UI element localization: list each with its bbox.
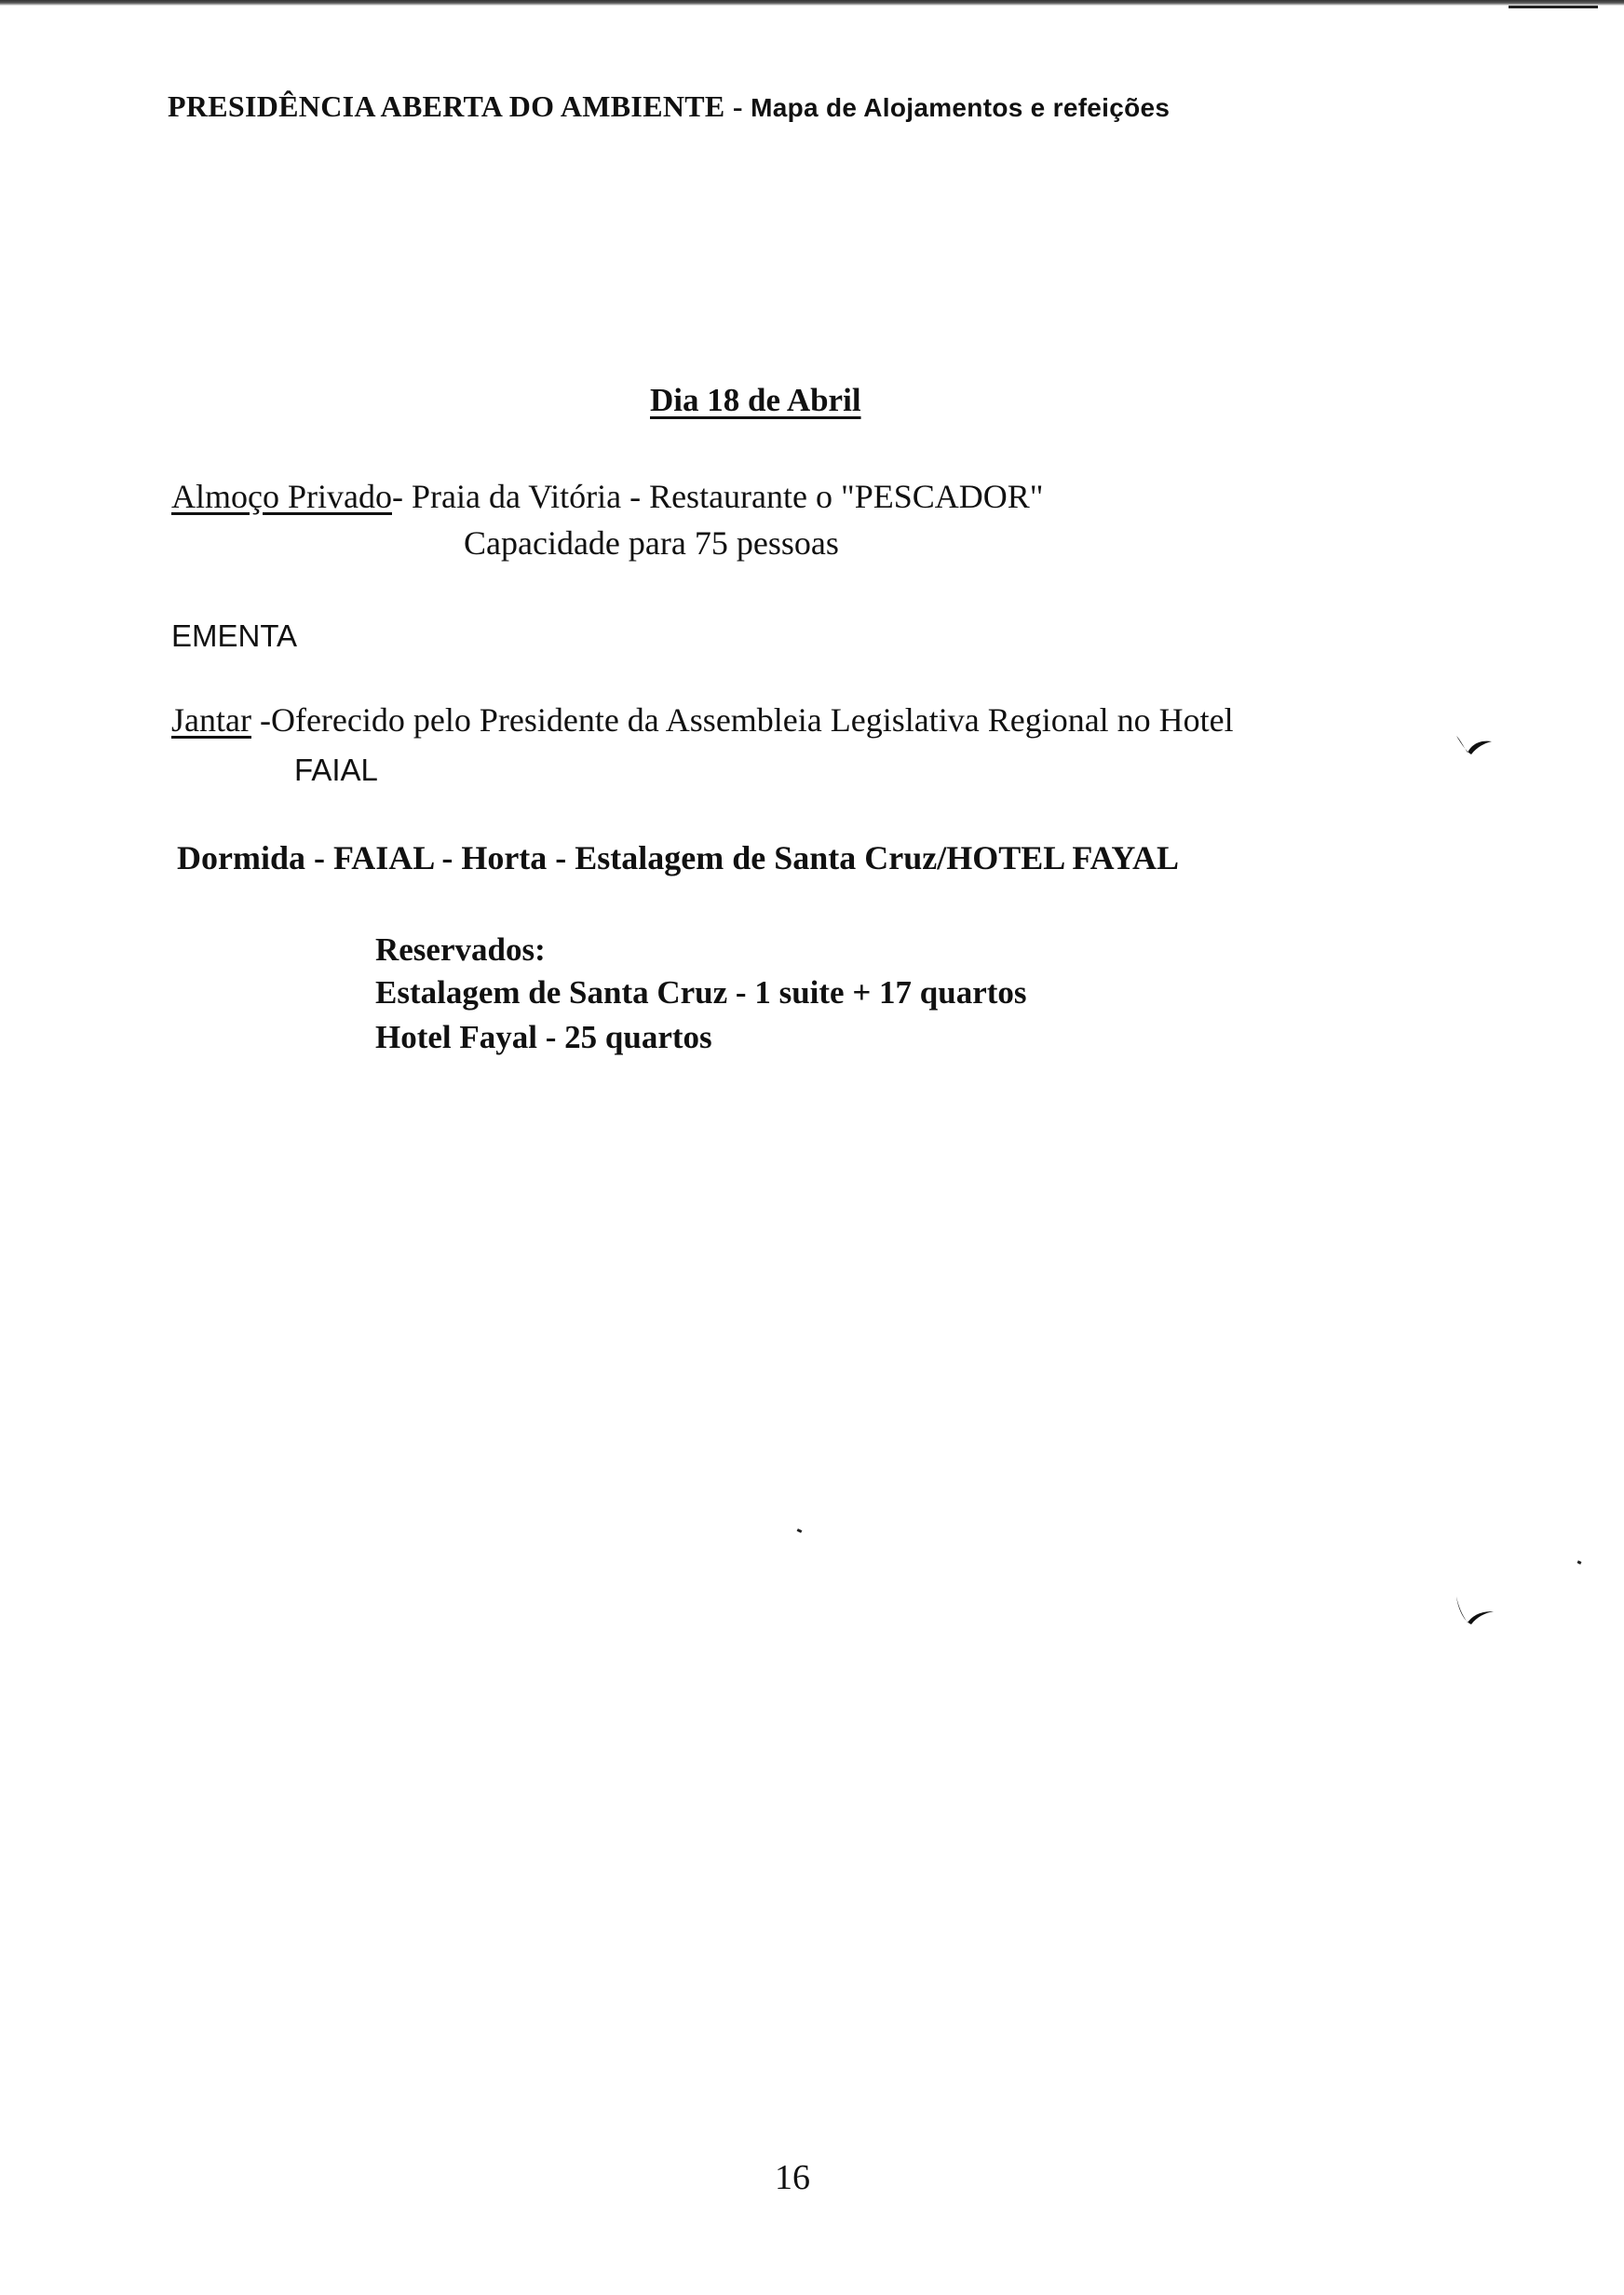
reservation-item: Estalagem de Santa Cruz - 1 suite + 17 quartos [375, 974, 1027, 1011]
scan-edge-mark [1509, 6, 1598, 8]
page-header [168, 89, 1170, 124]
menu-label: EMENTA [171, 618, 298, 653]
lunch-line [171, 477, 1043, 516]
reserved-label: Reservados: [375, 931, 546, 968]
dinner-line [171, 700, 1234, 740]
check-mark-icon [1455, 730, 1495, 758]
page-number: 16 [775, 2158, 810, 2197]
scan-speck [1577, 1560, 1582, 1564]
lunch-text: - Praia da Vitória - Restaurante o "PESCADOR" [391, 478, 1044, 515]
check-mark-icon [1453, 1595, 1497, 1626]
lunch-capacity: Capacidade para 75 pessoas [464, 524, 839, 562]
day-title: Dia 18 de Abril [650, 382, 861, 418]
header-subtitle: Mapa de Alojamentos e refeições [751, 93, 1171, 122]
reservation-item: Hotel Fayal - 25 quartos [375, 1019, 712, 1055]
scan-edge-line [0, 0, 1624, 6]
lunch-label: Almoço Privado [171, 478, 392, 515]
lodging-line: Dormida - FAIAL - Horta - Estalagem de Santa Cruz/HOTEL FAYAL [177, 839, 1180, 876]
dinner-continuation: FAIAL [294, 753, 378, 787]
header-title: PRESIDÊNCIA ABERTA DO AMBIENTE [168, 89, 725, 123]
dinner-text: -Oferecido pelo Presidente da Assembleia Legislativa Regional no Hotel [250, 701, 1234, 739]
dinner-label: Jantar [171, 701, 251, 739]
header-separator: - [724, 89, 751, 123]
scan-speck [797, 1528, 803, 1533]
